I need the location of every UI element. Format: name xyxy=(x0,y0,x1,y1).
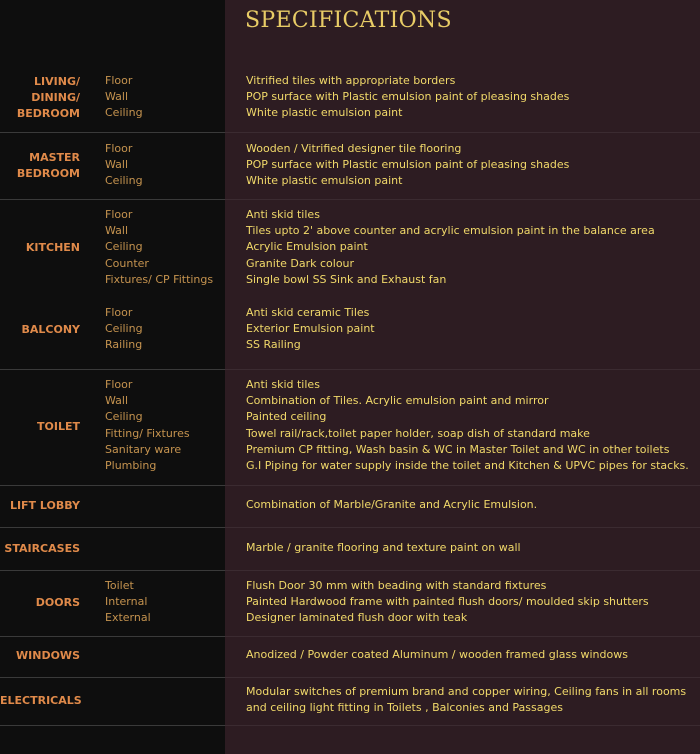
section-specs-living: Vitrified tiles with appropriate borders POP surface with Plastic emulsion paint of pleasing shades White plastic emulsion paint xyxy=(246,74,570,120)
divider xyxy=(0,132,700,133)
section-label-toilet: TOILET xyxy=(37,420,80,433)
section-label-windows: WINDOWS xyxy=(16,649,80,662)
section-specs-staircases: Marble / granite flooring and texture paint on wall xyxy=(246,541,521,554)
section-specs-electricals: Modular switches of premium brand and copper wiring, Ceiling fans in all rooms and ceiling light fitting in Toilets , Balconies and Passages xyxy=(246,685,687,715)
section-specs-toilet: Anti skid tiles Combination of Tiles. Acrylic emulsion paint and mirror Painted ceiling Towel rail/rack,toilet paper holder, soap dish of standard make Premium CP fitting, Wash basin & WC in Master Toilet and WC in other toilets G.I Piping for water supply inside the toilet and Kitchen & UPVC pipes for stacks. xyxy=(246,378,689,473)
section-items-toilet: Floor Wall Ceiling Fitting/ Fixtures Sanitary ware Plumbing xyxy=(105,378,190,473)
divider xyxy=(0,199,700,200)
section-label-lift-lobby: LIFT LOBBY xyxy=(9,499,80,512)
section-specs-master-bedroom: Wooden / Vitrified designer tile flooring POP surface with Plastic emulsion paint of pleasing shades White plastic emulsion paint xyxy=(246,142,570,188)
divider xyxy=(0,369,700,370)
section-label-doors: DOORS xyxy=(35,596,80,609)
divider xyxy=(0,677,700,678)
section-specs-balcony: Anti skid ceramic Tiles Exterior Emulsion paint SS Railing xyxy=(246,306,375,352)
section-items-living: Floor Wall Ceiling xyxy=(105,74,143,120)
divider xyxy=(0,527,700,528)
section-label-living: LIVING/ DINING/ BEDROOM xyxy=(16,75,80,120)
page-title: SPECIFICATIONS xyxy=(245,8,452,33)
section-specs-windows: Anodized / Powder coated Aluminum / wooden framed glass windows xyxy=(246,648,628,661)
divider xyxy=(0,570,700,571)
section-label-kitchen: KITCHEN xyxy=(25,241,80,254)
section-items-balcony: Floor Ceiling Railing xyxy=(105,306,143,352)
section-label-electricals: ELECTRICALS xyxy=(0,694,82,707)
section-label-balcony: BALCONY xyxy=(21,323,80,336)
section-specs-lift-lobby: Combination of Marble/Granite and Acrylic Emulsion. xyxy=(246,498,538,511)
section-items-doors: Toilet Internal External xyxy=(105,579,151,625)
divider xyxy=(0,636,700,637)
section-specs-kitchen: Anti skid tiles Tiles upto 2' above counter and acrylic emulsion paint in the balance area Acrylic Emulsion paint Granite Dark colour Single bowl SS Sink and Exhaust fan xyxy=(246,208,655,286)
divider xyxy=(0,725,700,726)
section-items-master-bedroom: Floor Wall Ceiling xyxy=(105,142,143,188)
section-items-kitchen: Floor Wall Ceiling Counter Fixtures/ CP Fittings xyxy=(105,208,214,286)
section-label-staircases: STAIRCASES xyxy=(4,542,80,555)
section-label-master-bedroom: MASTER BEDROOM xyxy=(16,151,80,180)
section-specs-doors: Flush Door 30 mm with beading with standard fixtures Painted Hardwood frame with painted flush doors/ moulded skip shutters Designer laminated flush door with teak xyxy=(246,579,649,625)
divider xyxy=(0,485,700,486)
